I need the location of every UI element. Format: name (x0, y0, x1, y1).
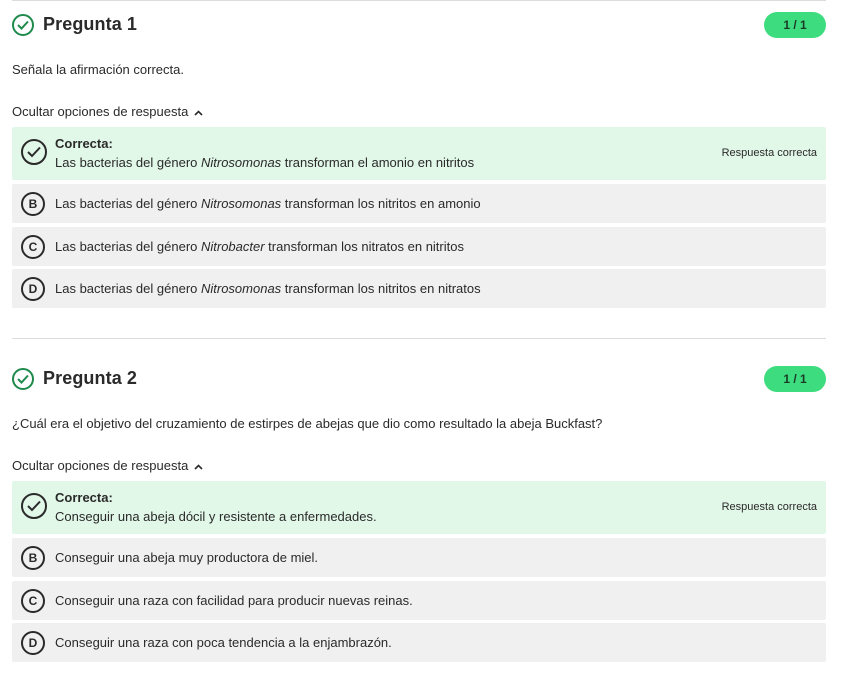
option-d (12, 269, 826, 308)
option-text: Las bacterias del género Nitrobacter transforman los nitratos en nitritos (55, 239, 464, 254)
chevron-up-icon (194, 458, 203, 473)
option-d (12, 623, 826, 662)
option-letter-badge: B (21, 546, 45, 570)
option-a (12, 481, 826, 534)
question-title: Pregunta 1 (43, 14, 138, 34)
question-text: ¿Cuál era el objetivo del cruzamiento de estirpes de abejas que dio como resultado la abeja Buckfast? (12, 416, 603, 431)
option-b (12, 184, 826, 223)
option-text: Conseguir una raza con facilidad para producir nuevas reinas. (55, 593, 413, 608)
correct-answer-note: Respuesta correcta (721, 147, 817, 159)
option-letter-badge: D (21, 277, 45, 301)
option-text: Conseguir una abeja muy productora de miel. (55, 550, 319, 565)
chevron-up-icon (194, 104, 203, 119)
hide-options-toggle[interactable] (12, 104, 203, 119)
question-title: Pregunta 2 (43, 368, 138, 388)
option-letter-badge: C (21, 235, 45, 259)
divider (12, 338, 826, 339)
check-circle-icon (21, 493, 47, 519)
correct-label: Correcta: (55, 490, 113, 505)
option-b (12, 538, 826, 577)
question-text: Señala la afirmación correcta. (12, 62, 184, 77)
question-header (12, 12, 826, 40)
question-1 (0, 12, 848, 312)
question-header (12, 366, 826, 394)
toggle-label: Ocultar opciones de respuesta (12, 458, 189, 473)
option-text: Conseguir una abeja dócil y resistente a enfermedades. (55, 509, 377, 524)
option-letter-badge: B (21, 192, 45, 216)
option-text: Las bacterias del género Nitrosomonas transforman los nitritos en amonio (55, 196, 481, 211)
hide-options-toggle[interactable] (12, 458, 203, 473)
check-circle-icon (12, 14, 34, 36)
check-circle-icon (12, 368, 34, 390)
option-c (12, 581, 826, 620)
option-a (12, 127, 826, 180)
score-badge: 1 / 1 (764, 366, 826, 392)
correct-label: Correcta: (55, 136, 113, 151)
option-letter-badge: C (21, 589, 45, 613)
option-letter-badge: D (21, 631, 45, 655)
option-text: Las bacterias del género Nitrosomonas transforman los nitritos en nitratos (55, 281, 481, 296)
check-circle-icon (21, 139, 47, 165)
question-2 (0, 366, 848, 666)
correct-answer-note: Respuesta correcta (721, 501, 817, 513)
option-text: Las bacterias del género Nitrosomonas transforman el amonio en nitritos (55, 155, 475, 170)
score-badge: 1 / 1 (764, 12, 826, 38)
toggle-label: Ocultar opciones de respuesta (12, 104, 189, 119)
option-c (12, 227, 826, 266)
option-text: Conseguir una raza con poca tendencia a la enjambrazón. (55, 635, 392, 650)
divider (12, 0, 826, 1)
